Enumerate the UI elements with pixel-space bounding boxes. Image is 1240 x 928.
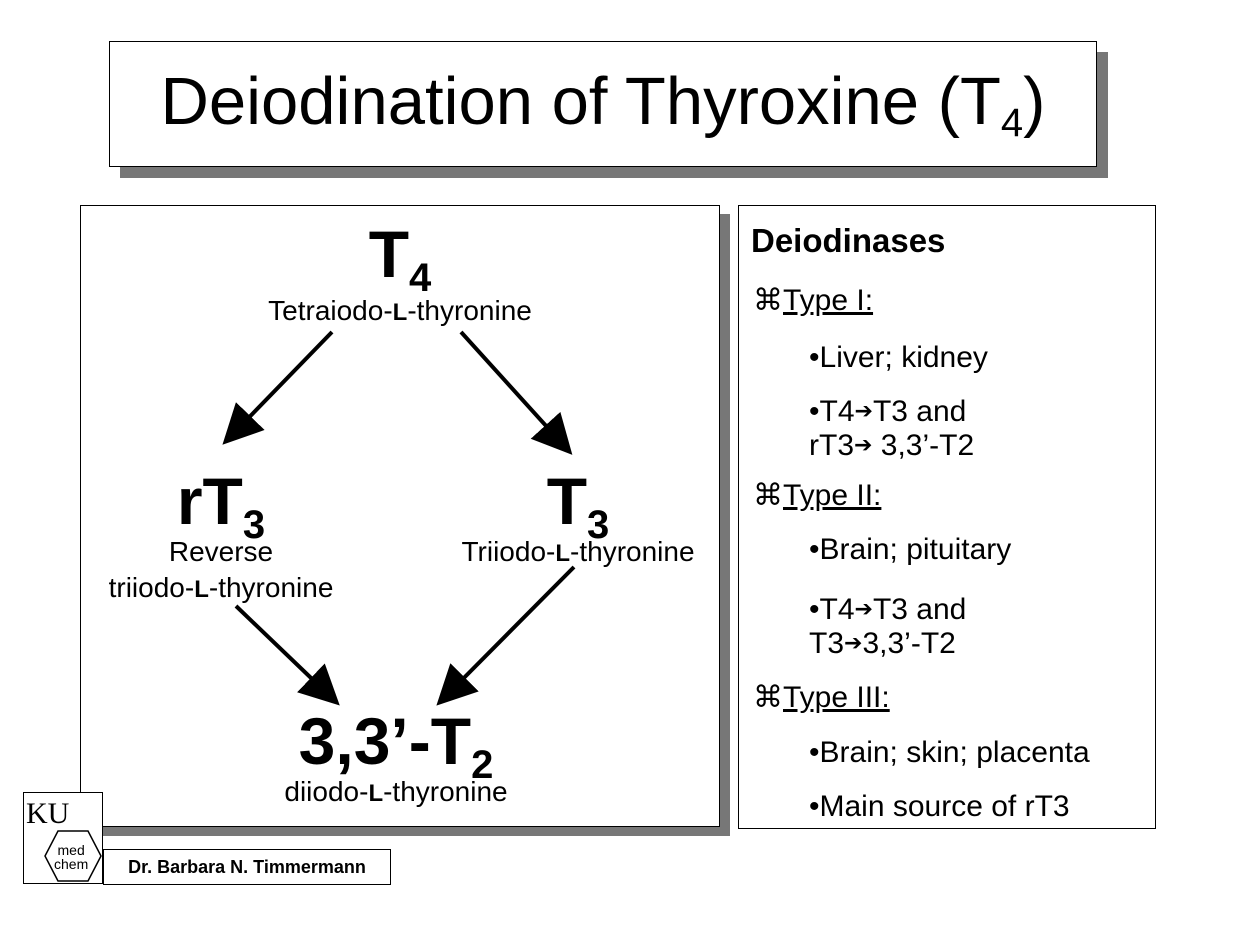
type-i-bullet-2: •T4➔T3 and rT3➔ 3,3’-T2: [809, 395, 975, 462]
type-iii-bullet-1: •Brain; skin; placenta: [809, 736, 1090, 769]
type-ii-bullet-2: •T4➔T3 and T3➔3,3’-T2: [809, 593, 967, 660]
t3-name: Triiodo-L-thyronine: [461, 536, 695, 567]
node-t2: [171, 704, 621, 812]
deiodinases-panel: [738, 205, 1156, 829]
t2-name: diiodo-L-thyronine: [284, 776, 508, 807]
type-i-heading: ⌘Type I:: [753, 284, 874, 317]
arrow-icon: ➔: [854, 432, 873, 457]
type-iii-bullet-2: •Main source of rT3: [809, 790, 1070, 823]
type-ii-heading: ⌘Type II:: [753, 479, 882, 512]
type-i-bullet-1: •Liver; kidney: [809, 341, 988, 374]
t4-symbol: $T_4$: [368, 217, 432, 300]
arrow-icon: ➔: [854, 596, 873, 621]
title-box: [109, 41, 1097, 167]
arrow-t4-to-t3: [461, 332, 567, 449]
arrow-icon: ➔: [844, 630, 863, 655]
author-label: Dr. Barbara N. Timmermann: [103, 849, 391, 885]
command-icon: ⌘: [753, 479, 783, 512]
rt3-name-line2: triiodo-L-thyronine: [108, 572, 334, 603]
type-ii-bullet-1: •Brain; pituitary: [809, 533, 1012, 566]
page-title: Deiodination of Thyroxine $(T_4)$: [160, 64, 1046, 145]
t3-symbol: $T_3$: [546, 464, 610, 547]
arrow-rt3-to-t2: [236, 606, 334, 700]
node-t4: [81, 217, 719, 331]
node-t3: [436, 464, 720, 572]
t2-symbol: $3,3’-T_2$: [298, 704, 494, 787]
command-icon: ⌘: [753, 681, 783, 714]
logo-medchem-text: med chem: [54, 842, 89, 872]
arrow-t4-to-rt3: [228, 332, 332, 439]
deiodinases-title: Deiodinases: [751, 222, 946, 259]
rt3-symbol: $rT_3$: [176, 464, 266, 547]
command-icon: ⌘: [753, 284, 783, 317]
node-rt3: [81, 464, 361, 608]
arrow-icon: ➔: [854, 398, 873, 423]
ku-medchem-logo: [23, 792, 103, 884]
t4-name: Tetraiodo-L-thyronine: [268, 295, 532, 326]
deiodination-diagram: [80, 205, 720, 827]
type-iii-heading: ⌘Type III:: [753, 681, 890, 714]
rt3-name-line1: Reverse: [168, 536, 274, 567]
arrow-t3-to-t2: [442, 567, 574, 700]
logo-ku-text: KU: [26, 797, 70, 830]
